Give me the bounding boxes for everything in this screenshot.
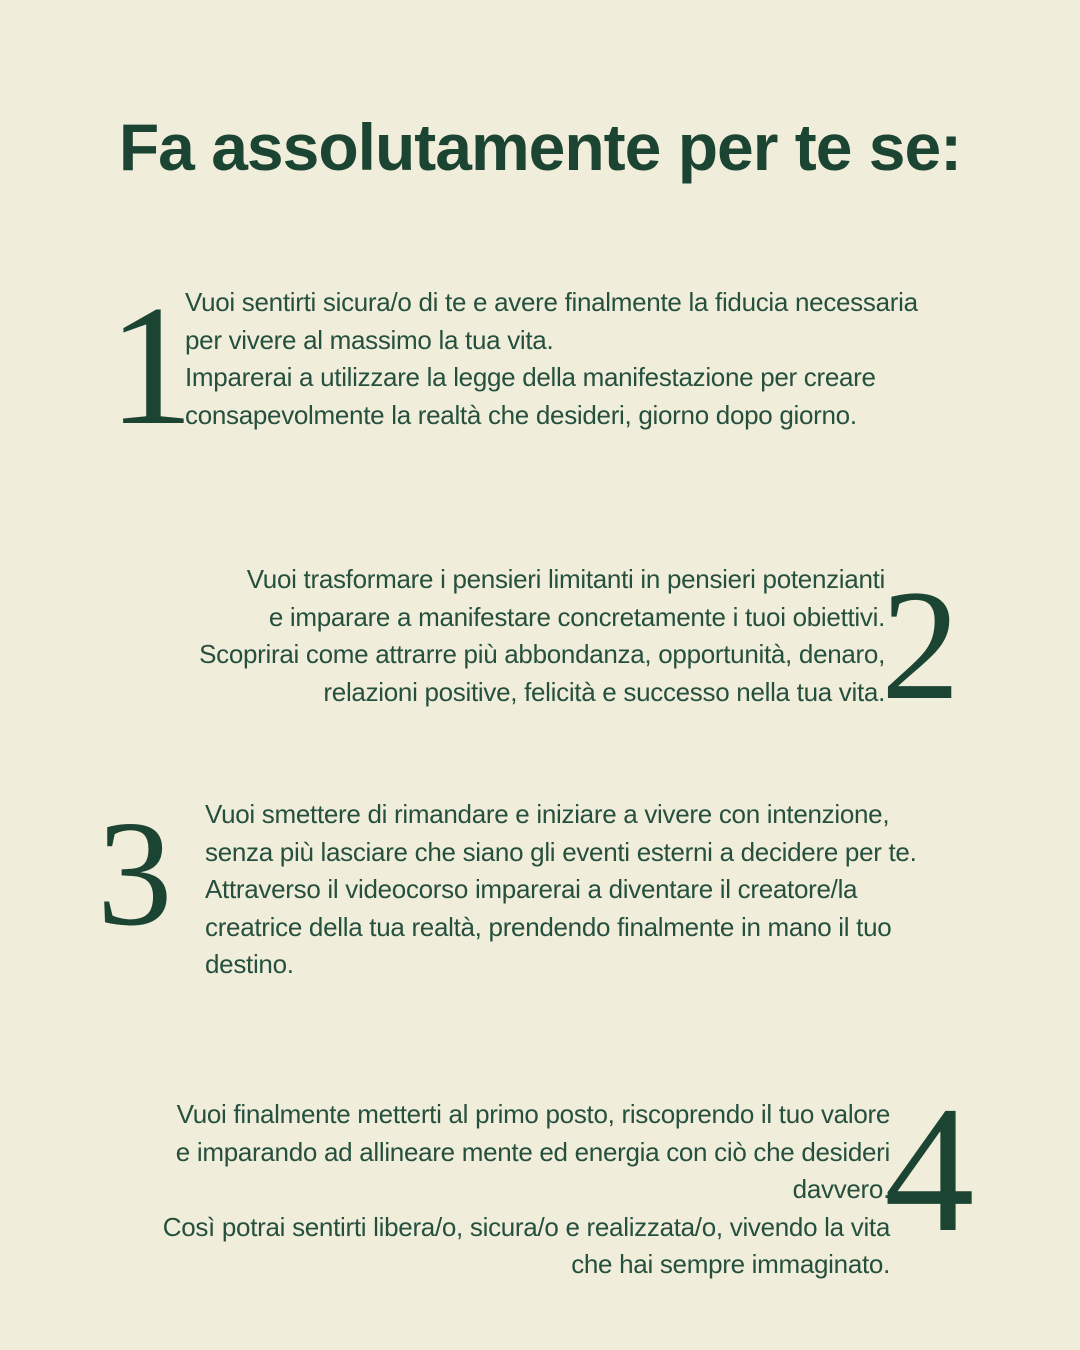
text-line: Vuoi smettere di rimandare e iniziare a vivere con intenzione, xyxy=(205,799,890,829)
page-title: Fa assolutamente per te se: xyxy=(118,110,962,184)
text-line: senza più lasciare che siano gli eventi esterni a decidere per te. xyxy=(205,836,917,867)
text-line: destino. xyxy=(205,949,294,979)
text-line: Scoprirai come attrarre più abbondanza, opportunità, denaro, xyxy=(199,639,885,669)
text-line: e imparando ad allineare mente ed energia con ciò che desideri xyxy=(175,1136,890,1167)
text-line: Così potrai sentirti libera/o, sicura/o e realizzata/o, vivendo la vita xyxy=(162,1211,890,1242)
text-line: Vuoi finalmente metterti al primo posto, riscoprendo il tuo valore xyxy=(176,1099,890,1129)
text-line: davvero. xyxy=(792,1174,890,1204)
text-line: relazioni positive, felicità e successo nella tua vita. xyxy=(323,676,885,707)
item-4-numeral: 4 xyxy=(884,1070,975,1270)
text-line: Vuoi trasformare i pensieri limitanti in pensieri potenzianti xyxy=(246,564,885,594)
text-line: consapevolmente la realtà che desideri, giorno dopo giorno. xyxy=(185,399,857,430)
item-1-text xyxy=(185,284,918,434)
text-line: che hai sempre immaginato. xyxy=(571,1249,890,1279)
text-line: e imparare a manifestare concretamente i tuoi obiettivi. xyxy=(268,601,885,632)
item-4-text xyxy=(163,1096,890,1284)
text-line: Imparerai a utilizzare la legge della manifestazione per creare xyxy=(185,362,876,392)
item-3-text xyxy=(205,796,917,984)
item-3-numeral: 3 xyxy=(97,789,173,957)
text-line: Attraverso il videocorso imparerai a diventare il creatore/la xyxy=(205,874,858,904)
item-1-numeral: 1 xyxy=(108,271,194,461)
text-line: Vuoi sentirti sicura/o di te e avere finalmente la fiducia necessaria xyxy=(185,287,918,317)
text-line: per vivere al massimo la tua vita. xyxy=(185,324,554,355)
text-line: creatrice della tua realtà, prendendo finalmente in mano il tuo xyxy=(205,911,892,942)
item-2-numeral: 2 xyxy=(881,558,960,733)
item-2-text xyxy=(199,561,885,711)
